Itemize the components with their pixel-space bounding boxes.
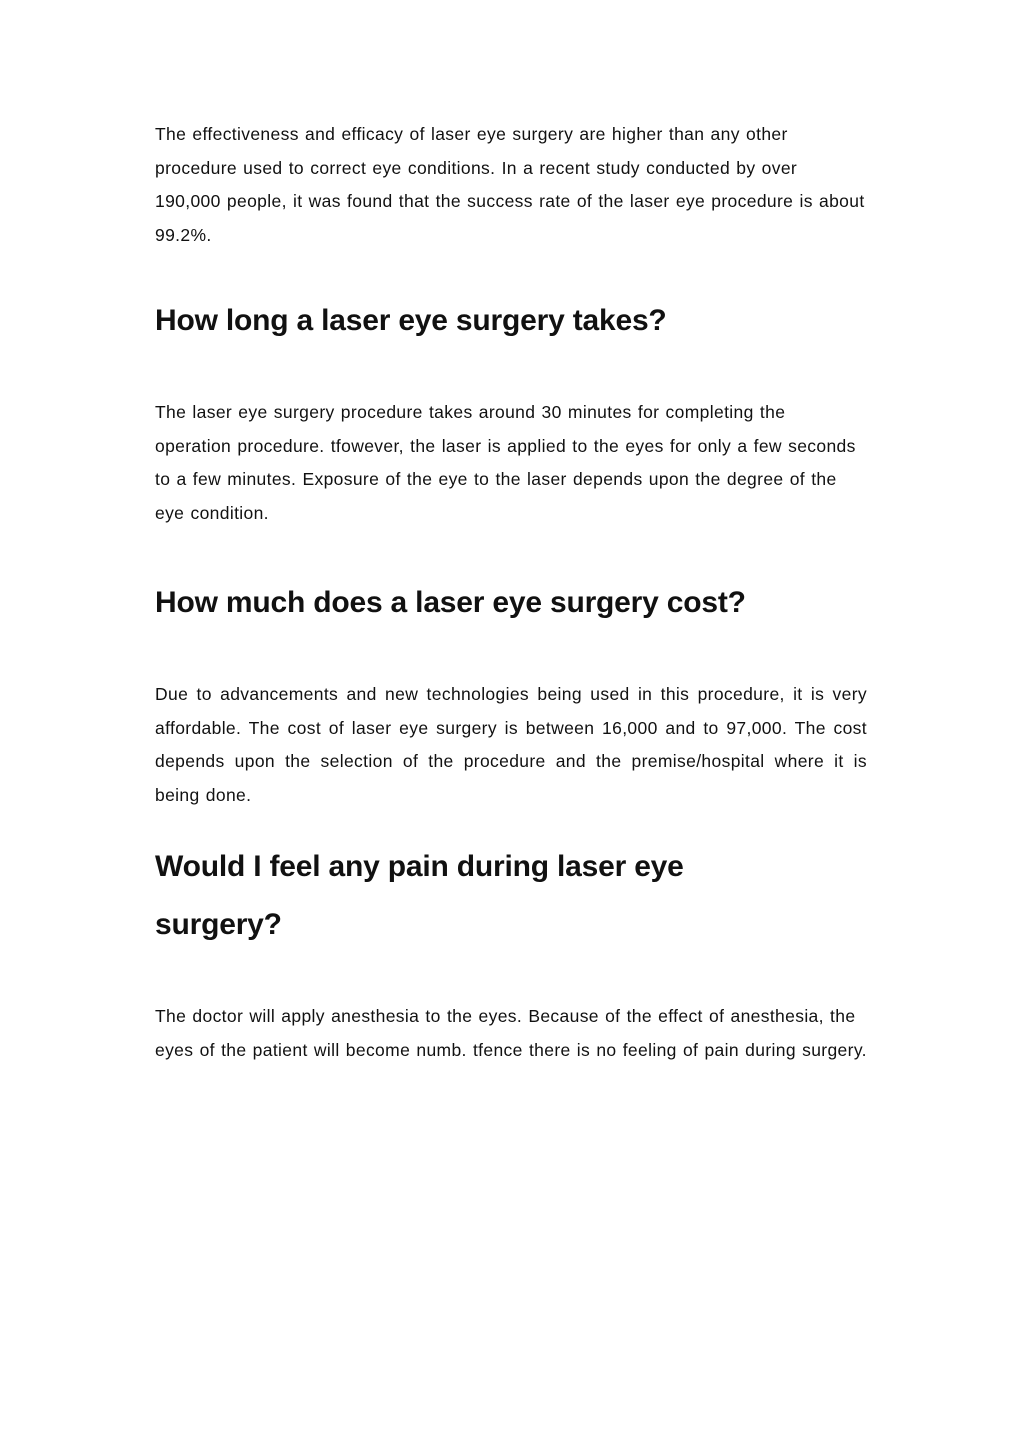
section-heading-cost: How much does a laser eye surgery cost? <box>155 586 746 619</box>
cost-paragraph: Due to advancements and new technologies being used in this procedure, it is very affordable. The cost of laser eye surgery is between 16,000 and to 97,000. The cost depends upon the selection of the procedure and the premise/hospital where it is being done. <box>155 684 867 805</box>
section-heading-duration: How long a laser eye surgery takes? <box>155 304 667 337</box>
document-page <box>155 118 867 1067</box>
intro-paragraph: The effectiveness and efficacy of laser eye surgery are higher than any other procedure used to correct eye conditions. In a recent study conducted by over 190,000 people, it was found that the success rate of the laser eye procedure is about 99.2%. <box>155 124 865 245</box>
section-heading-pain: Would I feel any pain during laser eye surgery? <box>155 850 684 941</box>
pain-paragraph: The doctor will apply anesthesia to the eyes. Because of the effect of anesthesia, the eyes of the patient will become numb. tfence there is no feeling of pain during surgery. <box>155 1006 867 1060</box>
duration-paragraph: The laser eye surgery procedure takes around 30 minutes for completing the operation procedure. tfowever, the laser is applied to the eyes for only a few seconds to a few minutes. Exposure of the eye to the laser depends upon the degree of the eye condition. <box>155 402 856 523</box>
